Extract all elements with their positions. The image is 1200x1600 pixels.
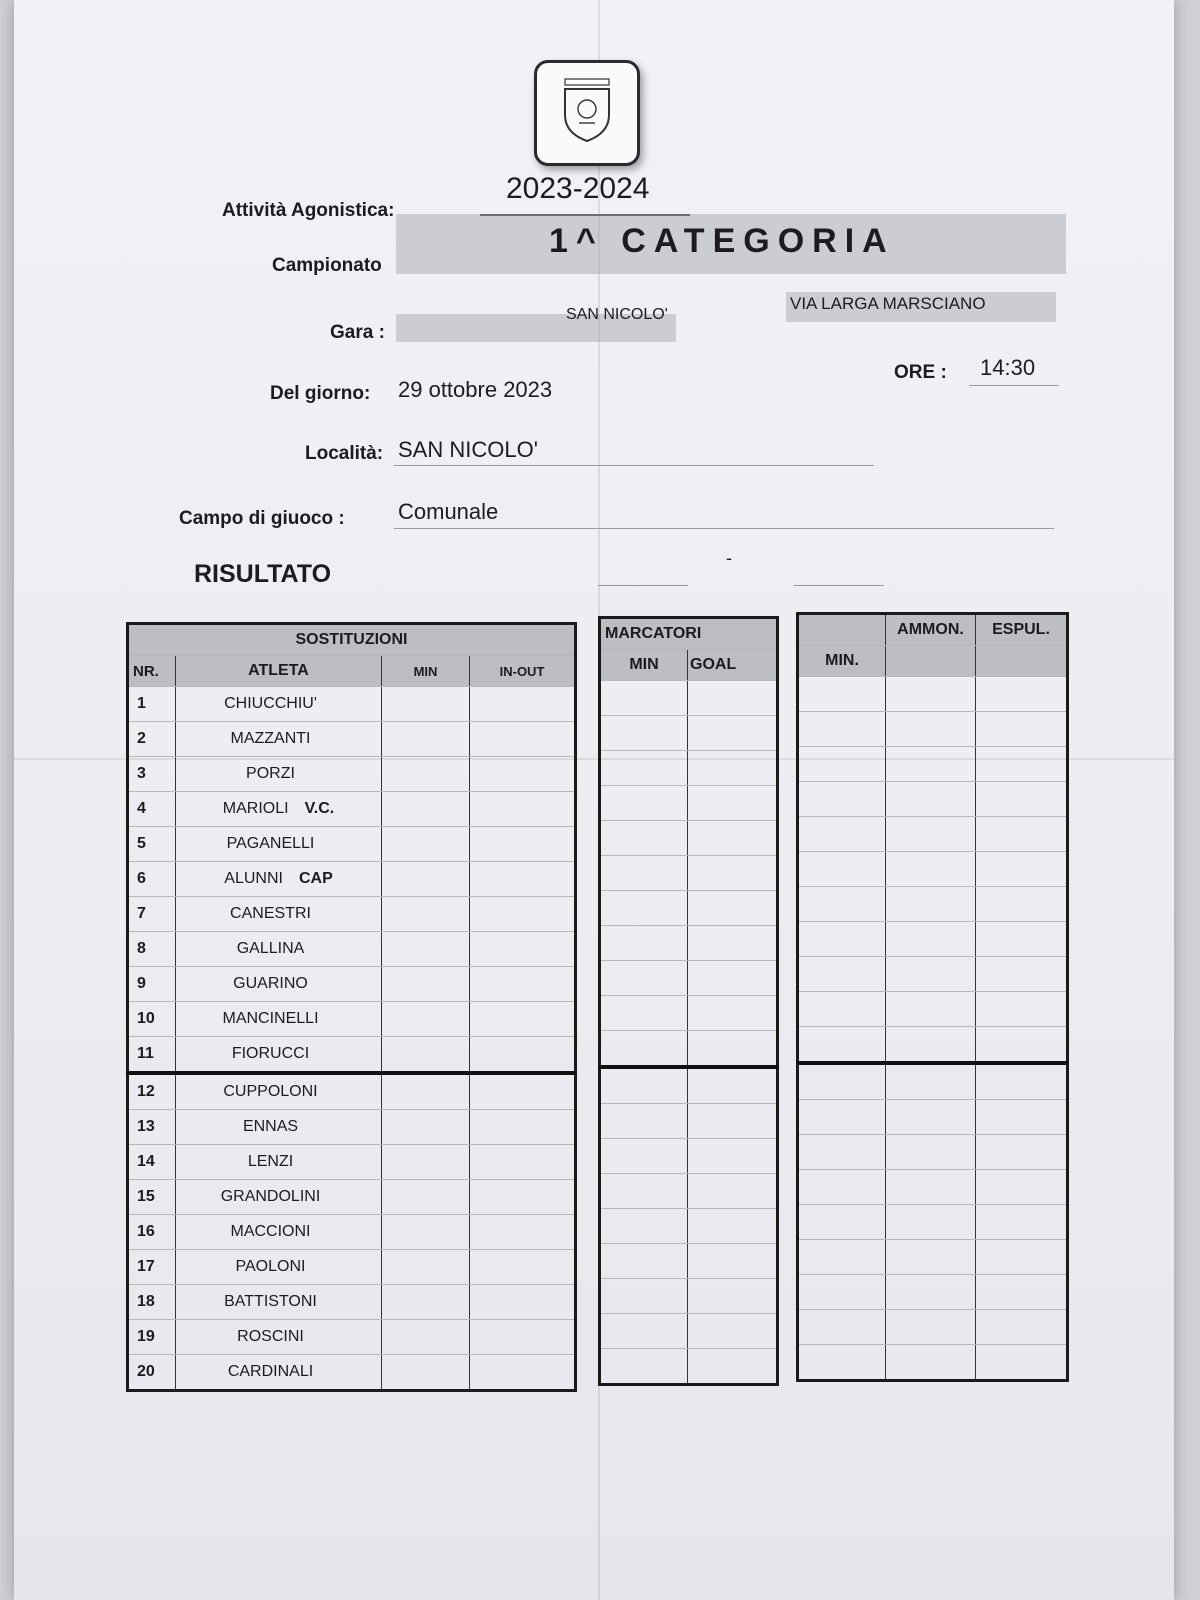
disciplina-cell[interactable]: [976, 1135, 1068, 1170]
disciplina-cell[interactable]: [798, 1100, 886, 1135]
player-number: 13: [128, 1110, 176, 1145]
disciplina-cell[interactable]: [976, 817, 1068, 852]
player-min-cell[interactable]: [382, 757, 470, 792]
disciplina-cell[interactable]: [886, 1135, 976, 1170]
marcatori-row: [600, 961, 778, 996]
marcatori-cell[interactable]: [688, 1139, 778, 1174]
gara-home-team: SAN NICOLO': [566, 306, 668, 323]
player-name-cell: [176, 1285, 382, 1320]
player-in-out-cell[interactable]: [470, 792, 576, 827]
player-row: [128, 1145, 576, 1180]
player-min-cell[interactable]: [382, 1110, 470, 1145]
player-name-cell: [176, 1110, 382, 1145]
marcatori-cell[interactable]: [688, 1209, 778, 1244]
player-number: 17: [128, 1250, 176, 1285]
ore-value: 14:30: [980, 355, 1036, 380]
player-name: BATTISTONI: [224, 1293, 317, 1310]
player-in-out-cell[interactable]: [470, 897, 576, 932]
player-name-cell: [176, 932, 382, 967]
player-number: 18: [128, 1285, 176, 1320]
marcatori-cell[interactable]: [600, 681, 688, 716]
player-name-cell: [176, 1320, 382, 1355]
marcatori-cell[interactable]: [688, 1067, 778, 1104]
player-name: MARIOLI: [222, 800, 289, 817]
risultato-label: RISULTATO: [194, 560, 332, 588]
player-name: ENNAS: [242, 1118, 299, 1135]
localita-value: SAN NICOLO': [398, 437, 538, 462]
marcatori-row: [600, 1209, 778, 1244]
player-number: 8: [128, 932, 176, 967]
player-min-cell[interactable]: [382, 932, 470, 967]
disciplina-cell[interactable]: [798, 1345, 886, 1381]
disciplina-cell[interactable]: [886, 887, 976, 922]
player-name: MANCINELLI: [222, 1010, 319, 1027]
disciplina-cell[interactable]: [886, 852, 976, 887]
marcatori-cell[interactable]: [600, 1031, 688, 1068]
player-name-cell: [176, 1215, 382, 1250]
disciplina-row: [798, 887, 1068, 922]
player-number: 20: [128, 1355, 176, 1391]
player-name: CARDINALI: [227, 1363, 314, 1380]
player-name-cell: [176, 1002, 382, 1037]
disciplina-cell[interactable]: [798, 1310, 886, 1345]
disciplina-row: [798, 922, 1068, 957]
disciplina-col-ammon: AMMON.: [886, 614, 976, 646]
marcatori-cell[interactable]: [600, 1209, 688, 1244]
disciplina-cell[interactable]: [976, 887, 1068, 922]
player-min-cell[interactable]: [382, 1285, 470, 1320]
disciplina-cell[interactable]: [886, 1310, 976, 1345]
player-min-cell[interactable]: [382, 1180, 470, 1215]
player-name-cell: [176, 1355, 382, 1391]
disciplina-cell[interactable]: [976, 1275, 1068, 1310]
player-in-out-cell[interactable]: [470, 1250, 576, 1285]
disciplina-row: [798, 992, 1068, 1027]
player-name-cell: [176, 1180, 382, 1215]
disciplina-cell[interactable]: [976, 747, 1068, 782]
player-row: [128, 897, 576, 932]
player-row: [128, 1110, 576, 1145]
disciplina-row: [798, 1100, 1068, 1135]
disciplina-cell[interactable]: [798, 957, 886, 992]
player-number: 9: [128, 967, 176, 1002]
marcatori-row: [600, 996, 778, 1031]
player-row: [128, 722, 576, 757]
marcatori-row: [600, 1067, 778, 1104]
marcatori-row: [600, 1349, 778, 1385]
marcatori-row: [600, 891, 778, 926]
player-name-cell: [176, 757, 382, 792]
marcatori-cell[interactable]: [688, 1244, 778, 1279]
player-row: [128, 1285, 576, 1320]
marcatori-cell[interactable]: [600, 716, 688, 751]
disciplina-row: [798, 1170, 1068, 1205]
disciplina-cell[interactable]: [886, 1345, 976, 1381]
player-name-cell: [176, 792, 382, 827]
gara-away-team: VIA LARGA MARSCIANO: [790, 294, 986, 313]
marcatori-row: [600, 1279, 778, 1314]
marcatori-cell[interactable]: [600, 1244, 688, 1279]
disciplina-cell[interactable]: [798, 1135, 886, 1170]
disciplina-row: [798, 1135, 1068, 1170]
player-number: 5: [128, 827, 176, 862]
disciplina-cell[interactable]: [976, 1310, 1068, 1345]
marcatori-cell[interactable]: [600, 1139, 688, 1174]
player-in-out-cell[interactable]: [470, 1037, 576, 1074]
marcatori-cell[interactable]: [688, 856, 778, 891]
player-number: 14: [128, 1145, 176, 1180]
disciplina-row: [798, 817, 1068, 852]
disciplina-cell[interactable]: [976, 1170, 1068, 1205]
marcatori-cell[interactable]: [600, 1349, 688, 1385]
player-name: GUARINO: [233, 975, 308, 992]
marcatori-cell[interactable]: [688, 961, 778, 996]
marcatori-table: [598, 616, 779, 1386]
marcatori-row: [600, 1174, 778, 1209]
player-number: 11: [128, 1037, 176, 1074]
disciplina-cell[interactable]: [886, 1063, 976, 1100]
player-name: GALLINA: [236, 940, 305, 957]
disciplina-row: [798, 1205, 1068, 1240]
player-number: 2: [128, 722, 176, 757]
player-row: [128, 757, 576, 792]
sostituzioni-table: [126, 622, 577, 1392]
disciplina-cell[interactable]: [886, 747, 976, 782]
disciplina-cell[interactable]: [798, 1170, 886, 1205]
disciplina-row: [798, 747, 1068, 782]
player-number: 15: [128, 1180, 176, 1215]
col-in-out: IN-OUT: [470, 656, 576, 687]
player-row: [128, 862, 576, 897]
disciplina-cell[interactable]: [886, 817, 976, 852]
disciplina-cell[interactable]: [976, 677, 1068, 712]
player-in-out-cell[interactable]: [470, 757, 576, 792]
player-name: ALUNNI: [224, 870, 283, 887]
player-min-cell[interactable]: [382, 1355, 470, 1391]
disciplina-cell[interactable]: [798, 1205, 886, 1240]
player-name-cell: [176, 1073, 382, 1110]
player-number: 4: [128, 792, 176, 827]
attivita-label: Attività Agonistica:: [222, 200, 395, 221]
campo-value: Comunale: [398, 499, 499, 524]
disciplina-cell[interactable]: [798, 817, 886, 852]
disciplina-cell[interactable]: [976, 852, 1068, 887]
disciplina-col-espul: ESPUL.: [976, 614, 1068, 646]
disciplina-cell[interactable]: [798, 712, 886, 747]
marcatori-cell[interactable]: [688, 926, 778, 961]
disciplina-cell[interactable]: [798, 992, 886, 1027]
disciplina-cell[interactable]: [976, 1205, 1068, 1240]
player-min-cell[interactable]: [382, 792, 470, 827]
marcatori-row: [600, 681, 778, 716]
disciplina-cell[interactable]: [976, 1240, 1068, 1275]
localita-label: Località:: [305, 443, 384, 464]
player-name: CUPPOLONI: [223, 1083, 318, 1100]
player-row: [128, 967, 576, 1002]
player-min-cell[interactable]: [382, 827, 470, 862]
disciplina-row: [798, 1345, 1068, 1381]
player-in-out-cell[interactable]: [470, 1285, 576, 1320]
disciplina-cell[interactable]: [976, 1345, 1068, 1381]
marcatori-cell[interactable]: [688, 1314, 778, 1349]
disciplina-cell[interactable]: [886, 957, 976, 992]
player-min-cell[interactable]: [382, 1037, 470, 1074]
player-row: [128, 932, 576, 967]
marcatori-cell[interactable]: [688, 751, 778, 786]
disciplina-cell[interactable]: [886, 1275, 976, 1310]
player-min-cell[interactable]: [382, 687, 470, 722]
marcatori-row: [600, 786, 778, 821]
player-name-cell: [176, 897, 382, 932]
player-number: 6: [128, 862, 176, 897]
marcatori-cell[interactable]: [688, 1104, 778, 1139]
disciplina-row: [798, 1275, 1068, 1310]
player-row: [128, 827, 576, 862]
category-value: 1^ CATEGORIA: [549, 222, 895, 260]
player-in-out-cell[interactable]: [470, 1320, 576, 1355]
disciplina-row: [798, 1063, 1068, 1100]
player-row: [128, 1037, 576, 1074]
marcatori-cell[interactable]: [600, 1279, 688, 1314]
player-in-out-cell[interactable]: [470, 722, 576, 757]
disciplina-cell[interactable]: [976, 1100, 1068, 1135]
player-name: PAOLONI: [235, 1258, 306, 1275]
disciplina-cell[interactable]: [886, 1027, 976, 1064]
marcatori-cell[interactable]: [688, 821, 778, 856]
disciplina-row: [798, 677, 1068, 712]
marcatori-row: [600, 716, 778, 751]
player-number: 7: [128, 897, 176, 932]
marcatori-row: [600, 821, 778, 856]
disciplina-cell[interactable]: [798, 1275, 886, 1310]
player-number: 19: [128, 1320, 176, 1355]
player-name: PORZI: [246, 765, 295, 782]
campionato-label: Campionato: [272, 255, 382, 276]
marcatori-cell[interactable]: [600, 891, 688, 926]
disciplina-cell[interactable]: [798, 1240, 886, 1275]
marcatori-cell[interactable]: [600, 1314, 688, 1349]
disciplina-body: [798, 677, 1068, 1381]
marcatori-row: [600, 1031, 778, 1068]
match-sheet: [14, 0, 1174, 1600]
disciplina-cell[interactable]: [886, 782, 976, 817]
player-min-cell[interactable]: [382, 897, 470, 932]
disciplina-cell[interactable]: [798, 747, 886, 782]
players-body: [128, 687, 576, 1391]
marcatori-col-min: MIN: [600, 650, 688, 681]
player-name-cell: [176, 687, 382, 722]
player-row: [128, 687, 576, 722]
disciplina-cell[interactable]: [976, 922, 1068, 957]
player-number: 3: [128, 757, 176, 792]
disciplina-cell[interactable]: [798, 922, 886, 957]
marcatori-row: [600, 1314, 778, 1349]
marcatori-title: MARCATORI: [600, 618, 778, 650]
player-number: 10: [128, 1002, 176, 1037]
disciplina-cell[interactable]: [798, 677, 886, 712]
player-number: 1: [128, 687, 176, 722]
player-row: [128, 1320, 576, 1355]
player-in-out-cell[interactable]: [470, 687, 576, 722]
disciplina-row: [798, 957, 1068, 992]
marcatori-row: [600, 751, 778, 786]
player-in-out-cell[interactable]: [470, 827, 576, 862]
player-number: 16: [128, 1215, 176, 1250]
disciplina-table: [796, 612, 1069, 1382]
marcatori-cell[interactable]: [600, 926, 688, 961]
disciplina-cell[interactable]: [976, 1027, 1068, 1064]
disciplina-row: [798, 1240, 1068, 1275]
disciplina-cell[interactable]: [798, 1027, 886, 1064]
disciplina-cell[interactable]: [798, 852, 886, 887]
player-name: PAGANELLI: [226, 835, 315, 852]
player-name: LENZI: [247, 1153, 294, 1170]
marcatori-cell[interactable]: [600, 786, 688, 821]
marcatori-cell[interactable]: [600, 1104, 688, 1139]
player-in-out-cell[interactable]: [470, 862, 576, 897]
player-name: MAZZANTI: [230, 730, 311, 747]
player-min-cell[interactable]: [382, 722, 470, 757]
player-min-cell[interactable]: [382, 1215, 470, 1250]
player-in-out-cell[interactable]: [470, 1215, 576, 1250]
sostituzioni-title: SOSTITUZIONI: [128, 624, 576, 656]
marcatori-cell[interactable]: [688, 891, 778, 926]
player-name: FIORUCCI: [231, 1045, 310, 1062]
player-name-cell: [176, 1250, 382, 1285]
disciplina-cell[interactable]: [798, 782, 886, 817]
club-crest-logo: [534, 60, 640, 166]
player-name-cell: [176, 827, 382, 862]
player-in-out-cell[interactable]: [470, 1355, 576, 1391]
gara-label: Gara :: [330, 322, 385, 343]
marcatori-cell[interactable]: [600, 751, 688, 786]
marcatori-row: [600, 926, 778, 961]
campo-label: Campo di giuoco :: [179, 508, 345, 529]
disciplina-cell[interactable]: [798, 887, 886, 922]
player-in-out-cell[interactable]: [470, 1110, 576, 1145]
marcatori-cell[interactable]: [688, 996, 778, 1031]
marcatori-cell[interactable]: [688, 681, 778, 716]
disciplina-cell[interactable]: [886, 1170, 976, 1205]
col-atleta: ATLETA: [176, 656, 382, 687]
player-in-out-cell[interactable]: [470, 967, 576, 1002]
risultato-separator: -: [726, 548, 732, 568]
disciplina-cell[interactable]: [886, 922, 976, 957]
player-role-tag: CAP: [298, 870, 333, 887]
player-row: [128, 1215, 576, 1250]
marcatori-row: [600, 1104, 778, 1139]
disciplina-cell[interactable]: [886, 992, 976, 1027]
player-name: MACCIONI: [230, 1223, 311, 1240]
player-in-out-cell[interactable]: [470, 932, 576, 967]
disciplina-cell[interactable]: [886, 712, 976, 747]
player-in-out-cell[interactable]: [470, 1180, 576, 1215]
disciplina-cell[interactable]: [886, 1205, 976, 1240]
giorno-value: 29 ottobre 2023: [398, 377, 553, 402]
marcatori-cell[interactable]: [688, 786, 778, 821]
disciplina-cell[interactable]: [976, 712, 1068, 747]
marcatori-cell[interactable]: [600, 1067, 688, 1104]
player-min-cell[interactable]: [382, 862, 470, 897]
player-min-cell[interactable]: [382, 1250, 470, 1285]
marcatori-cell[interactable]: [600, 1174, 688, 1209]
player-name: ROSCINI: [237, 1328, 304, 1345]
marcatori-cell[interactable]: [688, 1174, 778, 1209]
marcatori-cell[interactable]: [600, 996, 688, 1031]
player-min-cell[interactable]: [382, 1320, 470, 1355]
disciplina-cell[interactable]: [886, 1240, 976, 1275]
disciplina-cell[interactable]: [976, 992, 1068, 1027]
marcatori-row: [600, 1139, 778, 1174]
disciplina-cell[interactable]: [886, 677, 976, 712]
disciplina-col-min: MIN.: [798, 646, 886, 677]
player-row: [128, 1002, 576, 1037]
player-row: [128, 1180, 576, 1215]
player-name: CHIUCCHIU': [224, 695, 317, 712]
disciplina-row: [798, 712, 1068, 747]
marcatori-cell[interactable]: [600, 821, 688, 856]
disciplina-row: [798, 1310, 1068, 1345]
player-min-cell[interactable]: [382, 1002, 470, 1037]
player-min-cell[interactable]: [382, 967, 470, 1002]
col-min: MIN: [382, 656, 470, 687]
marcatori-cell[interactable]: [688, 1031, 778, 1068]
marcatori-row: [600, 1244, 778, 1279]
player-in-out-cell[interactable]: [470, 1002, 576, 1037]
player-in-out-cell[interactable]: [470, 1145, 576, 1180]
marcatori-col-goal: GOAL: [688, 650, 778, 681]
player-row: [128, 1073, 576, 1110]
disciplina-row: [798, 852, 1068, 887]
player-name: GRANDOLINI: [220, 1188, 321, 1205]
player-min-cell[interactable]: [382, 1145, 470, 1180]
disciplina-cell[interactable]: [886, 1100, 976, 1135]
player-role-tag: V.C.: [304, 800, 335, 817]
marcatori-cell[interactable]: [600, 961, 688, 996]
marcatori-cell[interactable]: [688, 716, 778, 751]
season-value: 2023-2024: [506, 172, 650, 205]
disciplina-row: [798, 782, 1068, 817]
player-name-cell: [176, 1145, 382, 1180]
disciplina-cell[interactable]: [976, 957, 1068, 992]
disciplina-row: [798, 1027, 1068, 1064]
disciplina-blank-header: [798, 614, 886, 646]
player-name: CANESTRI: [230, 905, 311, 922]
player-name-cell: [176, 967, 382, 1002]
player-name-cell: [176, 1037, 382, 1074]
marcatori-cell[interactable]: [688, 1279, 778, 1314]
marcatori-cell[interactable]: [688, 1349, 778, 1385]
col-nr: NR.: [128, 656, 176, 687]
player-min-cell[interactable]: [382, 1073, 470, 1110]
ore-label: ORE :: [894, 362, 947, 383]
player-row: [128, 1250, 576, 1285]
player-number: 12: [128, 1073, 176, 1110]
disciplina-cell[interactable]: [976, 782, 1068, 817]
player-name-cell: [176, 722, 382, 757]
player-row: [128, 1355, 576, 1391]
marcatori-body: [600, 681, 778, 1385]
player-name-cell: [176, 862, 382, 897]
disciplina-cell[interactable]: [798, 1063, 886, 1100]
player-row: [128, 792, 576, 827]
player-in-out-cell[interactable]: [470, 1073, 576, 1110]
giorno-label: Del giorno:: [270, 383, 371, 404]
marcatori-row: [600, 856, 778, 891]
marcatori-cell[interactable]: [600, 856, 688, 891]
disciplina-cell[interactable]: [976, 1063, 1068, 1100]
